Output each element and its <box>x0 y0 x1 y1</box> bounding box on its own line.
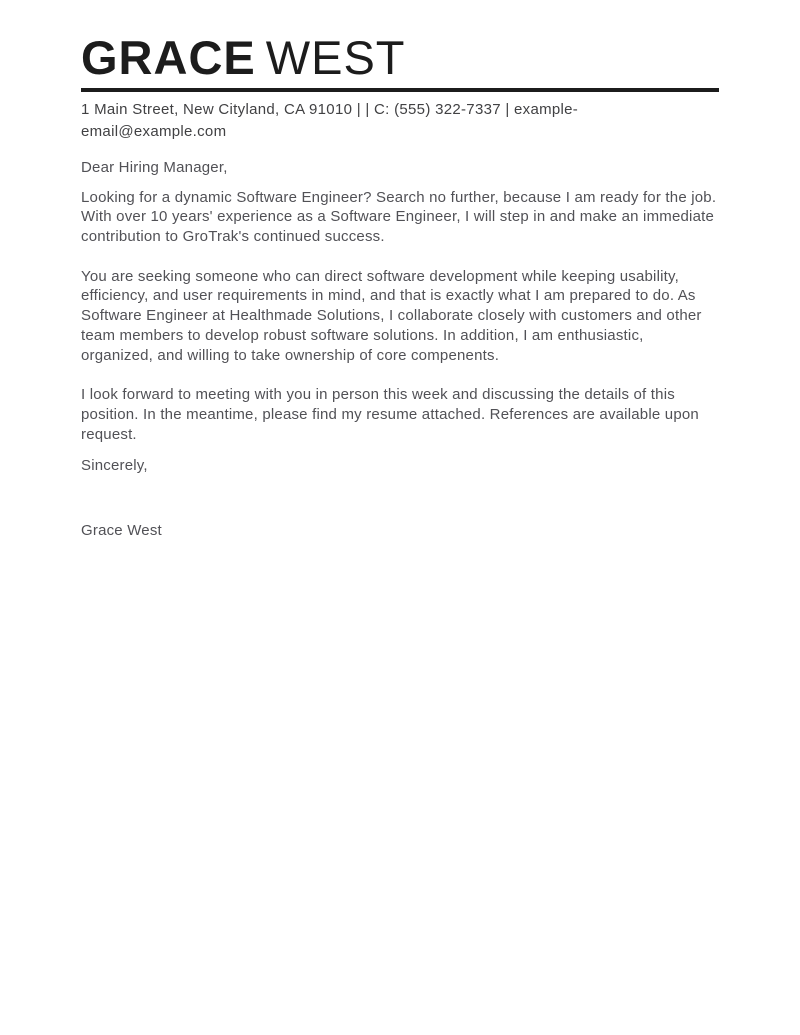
contact-line-1: 1 Main Street, New Cityland, CA 91010 | | C: (555) 322-7337 | example- <box>81 100 579 118</box>
letter-paragraph-2: You are seeking someone who can direct software development while keeping usability, efficiency, and user requirements in mind, and that is exactly what I am prepared to do. As Software Engineer at Healthmade Solutions, I collaborate closely with customers and other team members to develop robust software solutions. In addition, I am enthusiastic, organized, and willing to take ownership of core compenents. <box>81 267 702 364</box>
contact-line-2: email@example.com <box>81 122 227 140</box>
letter-signature: Grace West <box>81 522 162 540</box>
candidate-name <box>81 31 719 84</box>
letter-header <box>81 31 719 143</box>
header-divider <box>81 88 719 92</box>
contact-info <box>81 99 719 143</box>
letter-closing: Sincerely, <box>81 457 148 475</box>
letter-body <box>81 158 719 541</box>
candidate-first-name: GRACE <box>81 31 256 84</box>
candidate-last-name: WEST <box>265 31 406 84</box>
letter-greeting: Dear Hiring Manager, <box>81 158 228 176</box>
letter-paragraph-3: I look forward to meeting with you in person this week and discussing the details of this position. In the meantime, please find my resume attached. References are available upon request. <box>81 386 699 443</box>
letter-paragraph-1: Looking for a dynamic Software Engineer? Search no further, because I am ready for the job. With over 10 years' experience as a Software Engineer, I will step in and make an immediate contribution to GroTrak's continued success. <box>81 188 717 245</box>
